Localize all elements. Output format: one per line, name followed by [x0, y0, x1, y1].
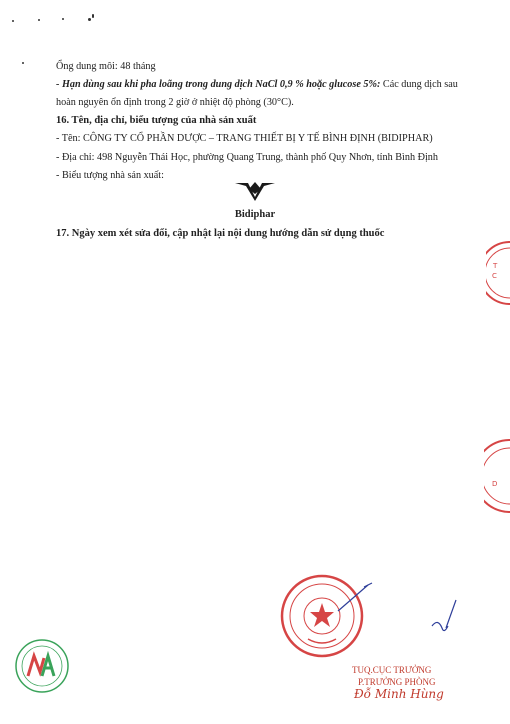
- edge-stamp-icon: [484, 436, 510, 516]
- solvent-shelf-life-line: Ổng dung môi: 48 tháng: [56, 61, 156, 72]
- signer-name: Đỗ Minh Hùng: [354, 687, 444, 701]
- svg-text:T: T: [493, 262, 498, 270]
- bidiphar-logo: [225, 180, 285, 220]
- section-16-heading: 16. Tên, địa chỉ, biểu tượng của nhà sản xuất: [56, 115, 257, 126]
- dilution-text: Các dung dịch sau: [380, 79, 458, 90]
- scan-speck: [92, 14, 94, 18]
- signer-title-1: TUQ.CỤC TRƯỞNG: [352, 665, 432, 675]
- dilution-shelf-life-line: [56, 78, 458, 91]
- svg-text:D: D: [492, 480, 498, 488]
- signature-block: [352, 664, 444, 700]
- svg-text:C: C: [492, 272, 497, 280]
- bidiphar-v-icon: [233, 180, 277, 202]
- signature-initials-icon: [428, 598, 462, 638]
- scan-speck: [62, 18, 64, 20]
- scan-speck: [22, 62, 24, 64]
- manufacturer-logo-line: - Biểu tượng nhà sản xuất:: [56, 170, 164, 181]
- section-17-heading: 17. Ngày xem xét sửa đổi, cập nhật lại nội dung hướng dẫn sử dụng thuốc: [56, 228, 385, 239]
- logo-text: Bidiphar: [234, 209, 276, 220]
- signer-title-2: P.TRƯỞNG PHÒNG: [358, 677, 436, 687]
- dilution-label: - Hạn dùng sau khi pha loãng trong dung dịch NaCl 0,9 % hoặc glucose 5%:: [56, 79, 381, 90]
- manufacturer-address-line: - Địa chỉ: 498 Nguyễn Thái Học, phường Quang Trung, thành phố Quy Nhơn, tỉnh Bình Định: [56, 152, 438, 163]
- manufacturer-name-line: - Tên: CÔNG TY CỔ PHẦN DƯỢC – TRANG THIẾT BỊ Y TẾ BÌNH ĐỊNH (BIDIPHAR): [56, 133, 433, 144]
- stability-line: hoàn nguyên ổn định trong 2 giờ ở nhiệt độ phòng (30°C).: [56, 97, 294, 108]
- official-seal-icon: [278, 571, 374, 661]
- scan-speck: [12, 20, 14, 22]
- scan-speck: [88, 18, 91, 21]
- watermark-logo-icon: [12, 636, 72, 696]
- edge-stamp-icon: [486, 238, 510, 308]
- scan-speck: [38, 19, 40, 21]
